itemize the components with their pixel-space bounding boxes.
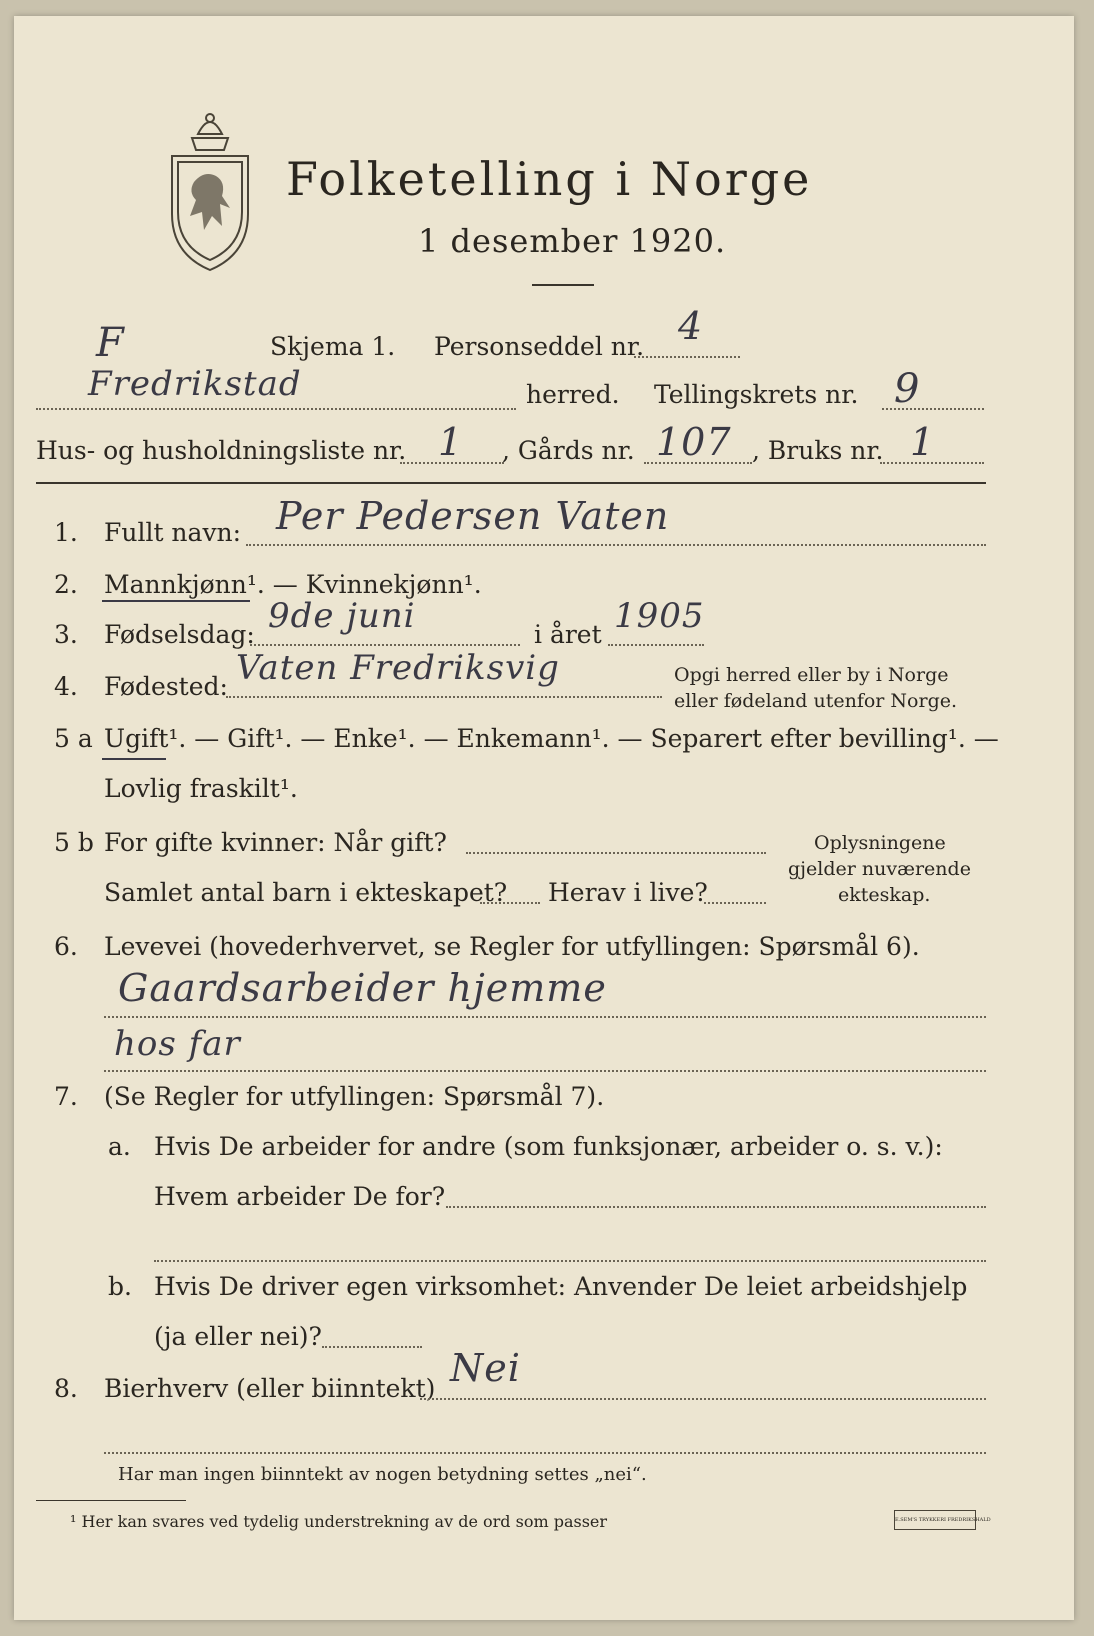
q6-label: Levevei (hovederhvervet, se Regler for utfyllingen: Spørsmål 6). <box>104 932 920 961</box>
full-name-value: Per Pedersen Vaten <box>276 494 670 538</box>
bruks-label: , Bruks nr. <box>752 436 884 465</box>
q4-number: 4. <box>54 672 78 701</box>
q5b-number: 5 b <box>54 828 94 857</box>
printer-stamp: E.SEM'S TRYKKERI FREDRIKSHALD <box>894 1510 976 1530</box>
q7b-letter: b. <box>108 1272 132 1301</box>
title-divider <box>532 284 594 286</box>
margin-mark: F <box>96 320 125 366</box>
q1-number: 1. <box>54 518 78 547</box>
q5b-children-label: Samlet antal barn i ekteskapet? <box>104 878 508 907</box>
census-date: 1 desember 1920. <box>418 222 727 260</box>
q5b-married-line <box>466 852 766 854</box>
gards-value: 107 <box>656 420 732 464</box>
form-title: Folketelling i Norge <box>286 152 813 206</box>
bruks-value: 1 <box>910 420 936 464</box>
q7a-line1: Hvis De arbeider for andre (som funksjonær, arbeider o. s. v.): <box>154 1132 943 1161</box>
q7a-line2: Hvem arbeider De for? <box>154 1182 446 1211</box>
q6-line1 <box>104 1016 986 1018</box>
q6-number: 6. <box>54 932 78 961</box>
q7a-answer-line2 <box>154 1260 986 1262</box>
q5a-line1: Ugift¹. — Gift¹. — Enke¹. — Enkemann¹. — Separert efter bevilling¹. — <box>104 724 999 753</box>
personseddel-line <box>634 356 740 358</box>
hus-value: 1 <box>438 420 464 464</box>
footer-note: Har man ingen biinntekt av nogen betydning settes „nei“. <box>118 1464 647 1485</box>
occupation-value-line2: hos far <box>114 1024 241 1064</box>
herred-value: Fredrikstad <box>88 364 302 404</box>
birthplace-value: Vaten Fredriksvig <box>236 648 560 688</box>
herred-line <box>36 408 516 410</box>
q7-label: (Se Regler for utfyllingen: Spørsmål 7). <box>104 1082 605 1111</box>
ugift-underline <box>102 758 166 760</box>
birth-year-value: 1905 <box>614 596 705 636</box>
q7-number: 7. <box>54 1082 78 1111</box>
personseddel-value: 4 <box>678 304 704 348</box>
q4-note-line1: Opgi herred eller by i Norge <box>674 664 949 686</box>
hus-label: Hus- og husholdningsliste nr. <box>36 436 407 465</box>
q7b-line2: (ja eller nei)? <box>154 1322 322 1351</box>
tellingskrets-label: Tellingskrets nr. <box>654 380 859 409</box>
q4-label: Fødested: <box>104 672 228 701</box>
q1-label: Fullt navn: <box>104 518 242 547</box>
q5b-children-line <box>480 902 540 904</box>
q3-year-line <box>608 644 704 646</box>
q8-line <box>420 1398 986 1400</box>
mannkjonn-underline <box>102 600 250 602</box>
q7b-answer-line <box>322 1346 422 1348</box>
q5a-number: 5 a <box>54 724 93 753</box>
q2-label: Mannkjønn¹. — Kvinnekjønn¹. <box>104 570 482 599</box>
q7a-answer-line <box>446 1206 986 1208</box>
gards-label: , Gårds nr. <box>502 436 635 465</box>
q6-line2 <box>104 1070 986 1072</box>
coat-of-arms-icon <box>164 104 256 274</box>
q8-number: 8. <box>54 1374 78 1403</box>
footnote-rule <box>36 1500 186 1501</box>
q7a-letter: a. <box>108 1132 131 1161</box>
occupation-value-line1: Gaardsarbeider hjemme <box>118 966 607 1010</box>
footnote: ¹ Her kan svares ved tydelig understrekning av de ord som passer <box>70 1512 608 1531</box>
q3-number: 3. <box>54 620 78 649</box>
q5b-note-line2: gjelder nuværende <box>788 858 971 880</box>
q5b-line1: For gifte kvinner: Når gift? <box>104 828 447 857</box>
q1-line <box>246 544 986 546</box>
q3-label: Fødselsdag: <box>104 620 255 649</box>
q5b-note-line3: ekteskap. <box>838 884 931 906</box>
q8-line2 <box>104 1452 986 1454</box>
q2-number: 2. <box>54 570 78 599</box>
side-income-value: Nei <box>450 1346 521 1390</box>
skjema-label: Skjema 1. <box>270 332 396 361</box>
tellingskrets-value: 9 <box>894 366 921 412</box>
q4-line <box>226 696 662 698</box>
q7b-line1: Hvis De driver egen virksomhet: Anvender De leiet arbeidshjelp <box>154 1272 968 1301</box>
year-label: i året <box>534 620 602 649</box>
q5b-alive-label: Herav i live? <box>548 878 708 907</box>
q5a-line2: Lovlig fraskilt¹. <box>104 774 298 803</box>
personseddel-label: Personseddel nr. <box>434 332 645 361</box>
birthdate-value: 9de juni <box>268 596 416 636</box>
q5b-alive-line <box>704 902 766 904</box>
q4-note-line2: eller fødeland utenfor Norge. <box>674 690 958 712</box>
q5b-note-line1: Oplysningene <box>814 832 946 854</box>
q8-label: Bierhverv (eller biinntekt) <box>104 1374 436 1403</box>
herred-label: herred. <box>526 380 620 409</box>
census-form-page <box>14 16 1074 1620</box>
header-rule <box>36 482 986 484</box>
q3-date-line <box>250 644 520 646</box>
